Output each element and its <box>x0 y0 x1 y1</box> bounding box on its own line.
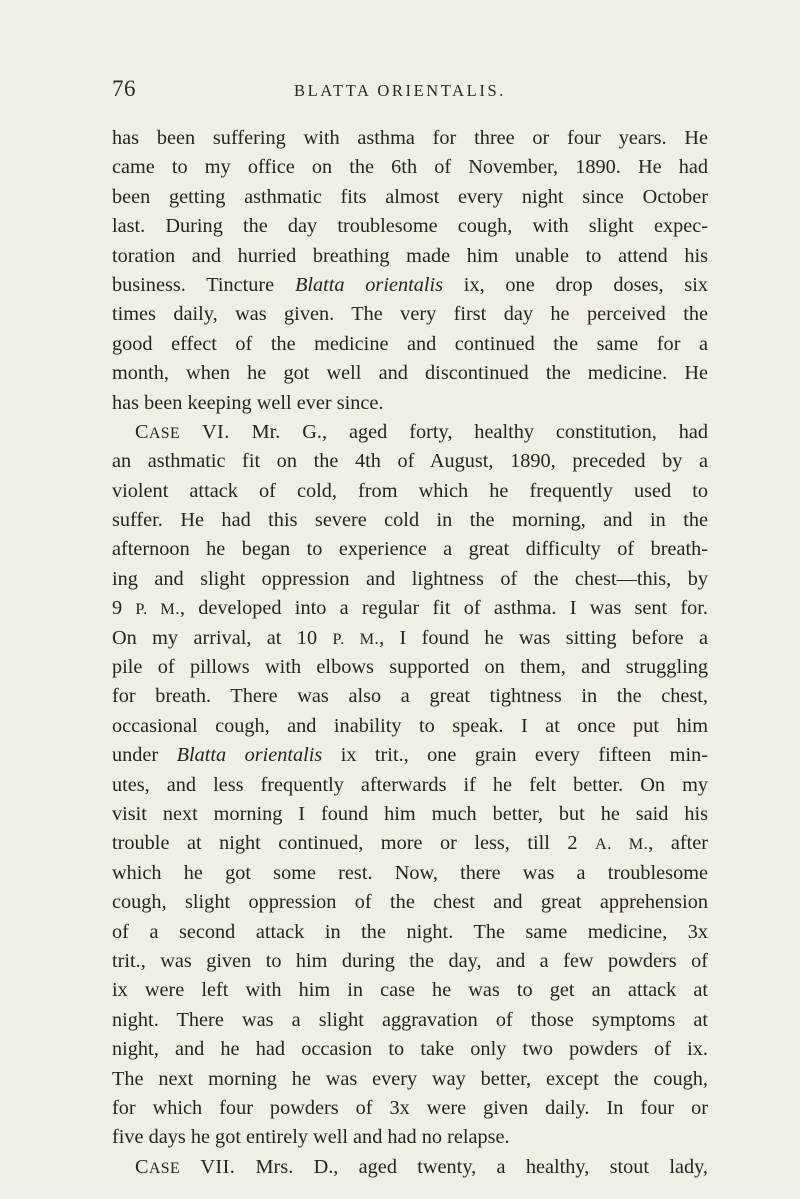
text-line <box>112 359 708 388</box>
line-text: visit next morning I found him much better, but he said his <box>112 802 708 825</box>
italic-term: Blatta orientalis <box>294 273 444 296</box>
line-text: cough, slight oppression of the chest and great apprehension <box>112 891 708 914</box>
line-text: trouble at night continued, more or less, till 2 <box>112 832 596 855</box>
time-abbrev: P. M. <box>135 600 180 619</box>
text-line <box>112 918 708 947</box>
line-text: times daily, was given. The very first day he perceived the <box>112 303 708 326</box>
text-line <box>112 1006 708 1035</box>
line-text: suffer. He had this severe cold in the morning, and in the <box>112 509 708 532</box>
line-text: , developed into a regular fit of asthma. I was sent for. <box>179 597 708 620</box>
text-line <box>112 1094 708 1123</box>
text-line <box>112 976 708 1005</box>
text-line <box>112 535 708 564</box>
line-text: month, when he got well and discontinued the medicine. He <box>112 362 708 385</box>
line-text: trit., was given to him during the day, and a few powders of <box>112 949 708 972</box>
text-line <box>112 477 708 506</box>
body-text <box>112 124 708 1182</box>
text-line <box>112 330 708 359</box>
page-number: 76 <box>112 76 136 101</box>
text-line <box>112 300 708 329</box>
line-text: The next morning he was every way better, except the cough, <box>112 1067 708 1090</box>
line-text: has been keeping well ever since. <box>112 391 384 414</box>
line-text: has been suffering with asthma for three or four years. He <box>112 127 708 149</box>
text-line <box>112 242 708 271</box>
case-label: CASE VII. <box>135 1155 236 1178</box>
line-text: violent attack of cold, from which he frequently used to <box>112 479 708 502</box>
italic-term: Blatta orientalis <box>176 744 323 767</box>
text-line <box>112 447 708 476</box>
line-text: occasional cough, and inability to speak. I at once put him <box>112 714 708 737</box>
line-text: 9 <box>112 597 136 620</box>
line-text: came to my office on the 6th of November, 1890. He had <box>112 156 708 179</box>
line-text: been getting asthmatic fits almost every night since October <box>112 185 708 208</box>
line-text: good effect of the medicine and continued the same for a <box>112 332 708 355</box>
text-line <box>112 183 708 212</box>
text-line <box>112 1035 708 1064</box>
line-text: an asthmatic fit on the 4th of August, 1890, preceded by a <box>112 450 708 473</box>
time-abbrev: A. M. <box>595 835 649 854</box>
case-label: CASE VI. <box>135 420 230 443</box>
text-line <box>112 565 708 594</box>
text-line <box>112 1123 708 1152</box>
text-line <box>112 418 708 447</box>
text-line <box>112 389 708 418</box>
line-text: business. Tincture <box>112 273 295 296</box>
text-line <box>112 271 708 300</box>
line-text: last. During the day troublesome cough, with slight expec- <box>112 215 708 238</box>
text-line <box>112 594 708 623</box>
line-text: under <box>112 744 177 767</box>
line-text: ing and slight oppression and lightness of the chest—this, by <box>112 567 708 590</box>
text-line <box>112 682 708 711</box>
text-line <box>112 741 708 770</box>
line-text: , I found he was sitting before a <box>379 626 708 649</box>
line-text: Mr. G., aged forty, healthy constitution, had <box>229 420 708 443</box>
line-text: Mrs. D., aged twenty, a healthy, stout lady, <box>235 1155 708 1178</box>
text-line <box>112 712 708 741</box>
line-text: ix trit., one grain every fifteen min- <box>322 744 708 767</box>
line-text: night. There was a slight aggravation of those symptoms at <box>112 1008 708 1031</box>
text-line <box>112 771 708 800</box>
line-text: of a second attack in the night. The same medicine, 3x <box>112 920 708 943</box>
text-line <box>112 859 708 888</box>
running-title: BLATTA ORIENTALIS. <box>294 81 506 100</box>
line-text: which he got some rest. Now, there was a troublesome <box>112 861 708 884</box>
line-text: five days he got entirely well and had no relapse. <box>112 1126 510 1149</box>
text-line <box>112 1153 708 1182</box>
text-line <box>112 624 708 653</box>
text-line <box>112 888 708 917</box>
text-line <box>112 124 708 153</box>
line-text: , after <box>648 832 708 855</box>
text-line <box>112 1065 708 1094</box>
line-text: On my arrival, at 10 <box>112 626 333 649</box>
line-text: pile of pillows with elbows supported on them, and struggling <box>112 656 708 679</box>
line-text: ix, one drop doses, six <box>443 273 708 296</box>
line-text: ix were left with him in case he was to get an attack at <box>112 979 708 1002</box>
text-line <box>112 800 708 829</box>
text-line <box>112 947 708 976</box>
line-text: for breath. There was also a great tightness in the chest, <box>112 685 708 708</box>
time-abbrev: P. M. <box>332 629 380 648</box>
line-text: utes, and less frequently afterwards if he felt better. On my <box>112 773 708 796</box>
text-line <box>112 153 708 182</box>
running-head <box>0 76 800 106</box>
text-line <box>112 212 708 241</box>
line-text: toration and hurried breathing made him unable to attend his <box>112 244 708 267</box>
text-line <box>112 829 708 858</box>
line-text: night, and he had occasion to take only two powders of ix. <box>112 1038 708 1061</box>
text-line <box>112 506 708 535</box>
line-text: afternoon he began to experience a great difficulty of breath- <box>112 538 708 561</box>
text-line <box>112 653 708 682</box>
line-text: for which four powders of 3x were given daily. In four or <box>112 1096 708 1119</box>
